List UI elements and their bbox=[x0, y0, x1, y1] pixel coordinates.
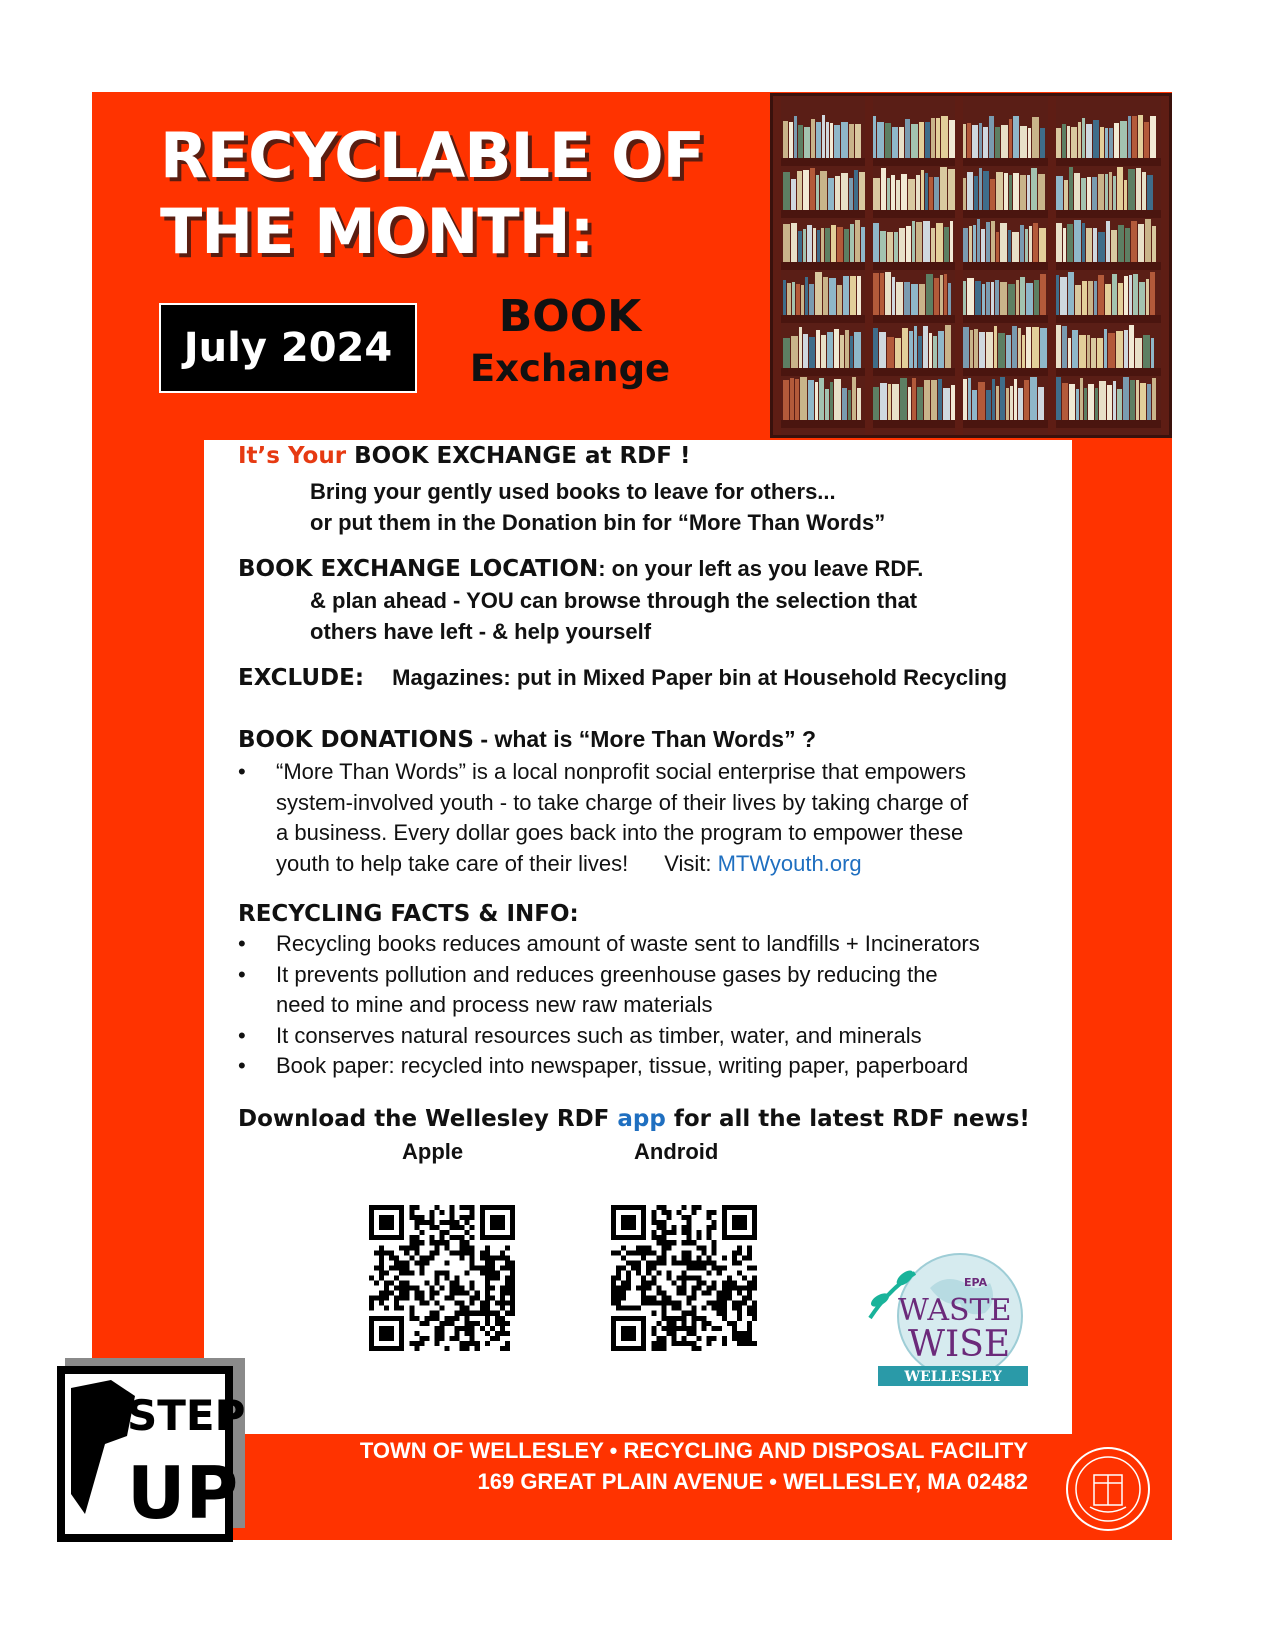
footer-line-2: 169 GREAT PLAIN AVENUE • WELLESLEY, MA 02482 bbox=[477, 1469, 1028, 1494]
page-title: RECYCLABLE OF THE MONTH: bbox=[160, 119, 705, 268]
subject-line-1: BOOK bbox=[498, 291, 642, 342]
app-download-line: Download the Wellesley RDF app for all the latest RDF news! bbox=[238, 1106, 1030, 1132]
mtw-link[interactable]: MTWyouth.org bbox=[717, 850, 862, 876]
location-heading: BOOK EXCHANGE LOCATION: on your left as you leave RDF. bbox=[238, 556, 924, 582]
facts-heading: RECYCLING FACTS & INFO: bbox=[238, 901, 579, 927]
town-seal-icon bbox=[1064, 1445, 1152, 1533]
intro-line-1: Bring your gently used books to leave for others... bbox=[310, 479, 836, 504]
apple-qr-code[interactable] bbox=[369, 1205, 515, 1351]
subject-heading bbox=[440, 290, 700, 394]
step-up-logo bbox=[57, 1358, 245, 1546]
donations-bullet: • “More Than Words” is a local nonprofit social enterprise that empowers system-involved youth - to take charge of their lives by taking charge of a business. Every dollar goes back into the program to empower these youth to help take care of their lives! Visit: MTWyouth.org bbox=[238, 757, 1018, 879]
location-line-3: others have left - & help yourself bbox=[310, 619, 652, 644]
svg-text:WASTE: WASTE bbox=[898, 1293, 1012, 1328]
fact-item: • It prevents pollution and reduces greenhouse gases by reducing the need to mine and process new raw materials bbox=[238, 960, 1018, 1021]
fact-item: • It conserves natural resources such as timber, water, and minerals bbox=[238, 1021, 1018, 1052]
intro-line-2: or put them in the Donation bin for “More Than Words” bbox=[310, 510, 886, 535]
month-badge: July 2024 bbox=[159, 303, 417, 393]
fact-item: • Recycling books reduces amount of waste sent to landfills + Incinerators bbox=[238, 929, 1018, 960]
fact-item: • Book paper: recycled into newspaper, tissue, writing paper, paperboard bbox=[238, 1051, 1018, 1082]
intro-heading: It’s Your BOOK EXCHANGE at RDF ! bbox=[238, 443, 691, 469]
footer-line-1: TOWN OF WELLESLEY • RECYCLING AND DISPOSAL FACILITY bbox=[359, 1438, 1028, 1463]
apple-label: Apple bbox=[402, 1139, 464, 1164]
svg-text:WELLESLEY: WELLESLEY bbox=[904, 1369, 1002, 1385]
svg-text:UP: UP bbox=[127, 1451, 239, 1535]
donations-heading: BOOK DONATIONS - what is “More Than Words” ? bbox=[238, 726, 817, 753]
svg-text:STEP: STEP bbox=[127, 1391, 245, 1440]
svg-text:EPA: EPA bbox=[964, 1276, 988, 1289]
android-label: Android bbox=[634, 1139, 719, 1164]
facts-list bbox=[238, 929, 1018, 1082]
footer-address bbox=[300, 1435, 1028, 1497]
location-line-2: & plan ahead - YOU can browse through the selection that bbox=[310, 588, 918, 613]
android-qr-code[interactable] bbox=[611, 1205, 757, 1351]
svg-text:WISE: WISE bbox=[908, 1324, 1011, 1365]
exclude-row: EXCLUDE: Magazines: put in Mixed Paper bin at Household Recycling bbox=[238, 665, 1008, 691]
subject-line-2: Exchange bbox=[469, 347, 671, 390]
bookshelf-image bbox=[770, 93, 1172, 438]
donations-list bbox=[238, 757, 1018, 879]
waste-wise-logo bbox=[860, 1248, 1030, 1398]
